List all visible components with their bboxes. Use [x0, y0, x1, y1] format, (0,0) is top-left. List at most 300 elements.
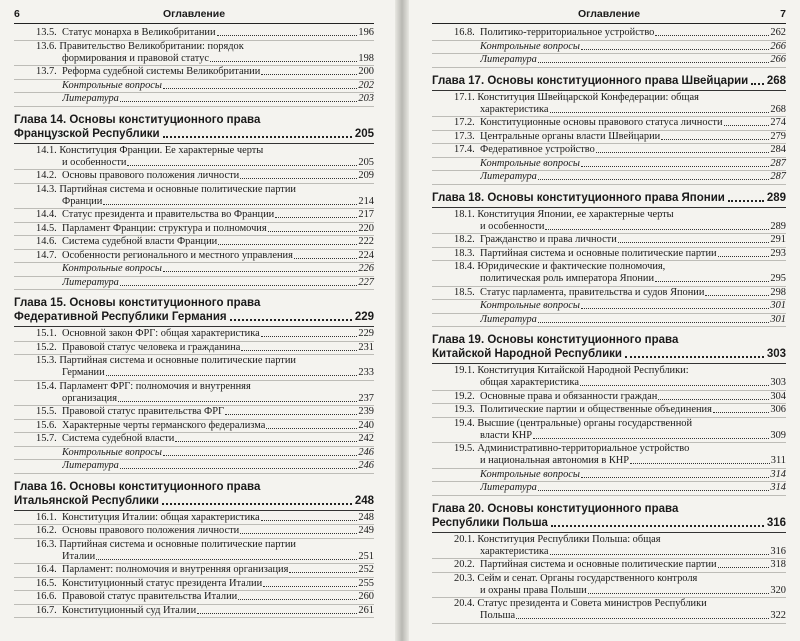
- page-ref: 255: [358, 577, 374, 589]
- toc-item: [14, 605, 374, 619]
- dot-leader: [625, 356, 764, 358]
- toc-item-line: [36, 145, 374, 157]
- section-title: Реформа судебной системы Великобритании: [62, 66, 261, 77]
- dot-leader: [106, 375, 358, 376]
- page-ref: 318: [770, 559, 786, 570]
- toc-item: [14, 578, 374, 592]
- toc-item: [432, 534, 786, 560]
- chapter-section-list: [432, 365, 786, 496]
- dot-leader: [538, 62, 770, 63]
- dot-leader: [218, 244, 357, 245]
- section-number: 16.5.: [36, 577, 57, 589]
- dot-leader: [550, 554, 770, 555]
- toc-item-text: [62, 27, 358, 39]
- dot-leader: [581, 49, 769, 50]
- toc-item: [14, 564, 374, 578]
- dot-leader: [261, 520, 358, 521]
- section-number: 15.1.: [36, 328, 57, 339]
- toc-item-line: [454, 209, 786, 221]
- section-number: 13.6.: [36, 40, 57, 52]
- page-ref: 217: [358, 209, 374, 220]
- header-title: Оглавление: [577, 8, 641, 20]
- toc-item: [432, 418, 786, 444]
- section-title-line: власти КНР: [480, 429, 533, 441]
- toc-item: [14, 170, 374, 184]
- page-ref: 224: [358, 249, 374, 261]
- dot-leader: [713, 412, 770, 413]
- toc-item: [14, 328, 374, 342]
- chapter-page: 316: [766, 516, 786, 529]
- page-ref: 316: [770, 545, 786, 557]
- section-title: Конституционный суд Италии: [62, 604, 197, 616]
- chapter-title-line: [432, 347, 786, 361]
- dot-leader: [551, 525, 764, 527]
- page-ref: 205: [358, 156, 374, 168]
- toc-item: [432, 365, 786, 391]
- toc-item-text: [480, 41, 770, 53]
- toc-item-line: [454, 221, 786, 233]
- section-title: Литература: [480, 482, 537, 493]
- page-ref: 229: [358, 328, 374, 339]
- dot-leader: [718, 256, 770, 257]
- page-ref: 252: [358, 564, 374, 575]
- toc-item-text: [480, 171, 770, 183]
- top-section-list: [14, 27, 374, 107]
- section-title-line: Сейм и сенат. Органы государственного контроля: [477, 572, 698, 584]
- dot-leader: [118, 401, 357, 402]
- dot-leader: [96, 559, 357, 560]
- dot-leader: [581, 308, 769, 309]
- page-number: 6: [14, 8, 20, 20]
- right-page: [432, 0, 786, 641]
- section-number: 13.7.: [36, 66, 57, 77]
- dot-leader: [661, 139, 769, 140]
- toc-item: [432, 598, 786, 624]
- section-title-line: Конституция Японии, ее характерные черты: [477, 208, 674, 220]
- page-ref: 311: [770, 455, 786, 466]
- dot-leader: [724, 125, 770, 126]
- running-header: [14, 6, 374, 24]
- section-number: 14.4.: [36, 209, 57, 220]
- dot-leader: [751, 83, 764, 85]
- section-number: 19.2.: [454, 390, 475, 402]
- toc-item: [432, 261, 786, 287]
- chapter-title: Глава 20. Основы конституционного права: [432, 502, 679, 515]
- page-ref: 222: [358, 236, 374, 247]
- section-title: Парламент: полномочия и внутренняя организация: [62, 564, 289, 575]
- dot-leader: [120, 101, 358, 102]
- section-number: 16.6.: [36, 591, 57, 602]
- page-ref: 279: [770, 130, 786, 142]
- section-title-line: Правительство Великобритании: порядок: [59, 40, 244, 52]
- page-ref: 240: [358, 419, 374, 431]
- toc-item-text: [62, 342, 358, 354]
- dot-leader: [630, 463, 770, 464]
- page-ref: 287: [770, 157, 786, 169]
- toc-item-line: [454, 534, 786, 546]
- section-number: 16.3.: [36, 538, 57, 550]
- toc-item: [14, 591, 374, 605]
- toc-item-text: [62, 433, 358, 445]
- chapter-page: 229: [354, 311, 374, 323]
- toc-item-text: [62, 66, 358, 78]
- section-title: Литература: [480, 171, 537, 182]
- toc-aux-item: [14, 263, 374, 277]
- chapter-section-list: [14, 145, 374, 291]
- dot-leader: [294, 258, 358, 259]
- toc-item: [14, 41, 374, 67]
- toc-item-line: [454, 365, 786, 377]
- section-title: Литература: [62, 276, 119, 288]
- dot-leader: [618, 242, 770, 243]
- page-ref: 306: [770, 404, 786, 415]
- toc-aux-item: [432, 482, 786, 496]
- toc-item-line: [454, 261, 786, 273]
- toc-item-line: [454, 377, 786, 389]
- section-number: 16.8.: [454, 27, 475, 38]
- dot-leader: [225, 414, 357, 415]
- section-title-line: характеристика: [480, 103, 549, 115]
- chapter-title: Итальянской Республики: [14, 494, 159, 507]
- toc-item-line: [454, 92, 786, 104]
- toc-item-text: [62, 512, 358, 524]
- toc-item: [14, 209, 374, 223]
- section-title-line: характеристика: [480, 545, 549, 557]
- running-header: [432, 6, 786, 24]
- section-title-line: организация: [62, 392, 118, 404]
- toc-item-line: [36, 184, 374, 196]
- toc-item: [14, 184, 374, 210]
- dot-leader: [266, 428, 357, 429]
- toc-aux-item: [14, 447, 374, 461]
- section-title-line: Франции: [62, 195, 103, 207]
- toc-aux-item: [432, 469, 786, 483]
- toc-item: [432, 117, 786, 131]
- section-title: Система судебной власти Франции: [62, 236, 218, 247]
- page-ref: 196: [358, 27, 374, 38]
- page-ref: 289: [770, 220, 786, 232]
- dot-leader: [581, 477, 769, 478]
- page-ref: 301: [770, 300, 786, 311]
- toc-item: [432, 131, 786, 145]
- toc-item-line: [36, 393, 374, 405]
- section-number: 18.1.: [454, 208, 475, 220]
- top-section-list: [432, 27, 786, 68]
- section-number: 15.7.: [36, 433, 57, 444]
- page-ref: 303: [770, 377, 786, 388]
- section-number: 20.1.: [454, 533, 475, 545]
- section-title-line: Парламент ФРГ: полномочия и внутренняя: [59, 380, 251, 392]
- chapter-section-list: [432, 534, 786, 624]
- page-ref: 249: [358, 525, 374, 536]
- toc-item: [14, 512, 374, 526]
- section-title: Контрольные вопросы: [62, 79, 162, 91]
- section-number: 13.5.: [36, 27, 57, 38]
- page-ref: 248: [358, 511, 374, 523]
- page-ref: 203: [358, 93, 374, 104]
- section-title: Основы правового положения личности: [62, 525, 240, 536]
- dot-leader: [163, 455, 357, 456]
- chapter-title-line: [14, 494, 374, 508]
- dot-leader: [268, 231, 358, 232]
- page-ref: 251: [358, 550, 374, 562]
- section-title-line: Италии: [62, 550, 96, 562]
- chapter-heading: [14, 480, 374, 511]
- page-ref: 314: [770, 482, 786, 493]
- toc-item-text: [480, 248, 770, 260]
- page-ref: 266: [770, 54, 786, 65]
- section-title-line: Конституция Китайской Народной Республики:: [477, 365, 689, 376]
- toc-item-text: [62, 406, 358, 418]
- page-ref: 209: [358, 170, 374, 181]
- section-title: Особенности регионального и местного управления: [62, 249, 293, 261]
- section-title: Конституционный статус президента Италии: [62, 577, 263, 589]
- page-ref: 239: [358, 406, 374, 417]
- toc-item-line: [36, 157, 374, 169]
- dot-leader: [596, 152, 770, 153]
- toc-item-text: [480, 559, 770, 571]
- dot-leader: [210, 61, 357, 62]
- section-title: Контрольные вопросы: [480, 300, 580, 311]
- toc-item-text: [480, 144, 770, 156]
- page-ref: 293: [770, 247, 786, 259]
- section-number: 19.5.: [454, 443, 475, 454]
- toc-item-text: [480, 404, 770, 416]
- toc-aux-item: [432, 171, 786, 185]
- toc-item-text: [62, 263, 358, 275]
- section-title: Статус монарха в Великобритании: [62, 27, 216, 38]
- chapter-section-list: [14, 512, 374, 619]
- toc-list: [14, 27, 374, 618]
- section-title: Политико-территориальное устройство: [480, 27, 655, 38]
- section-title: Статус парламента, правительства и судов Японии: [480, 286, 705, 298]
- section-title: Литература: [480, 54, 537, 65]
- section-number: 15.3.: [36, 355, 57, 366]
- chapter-page: 289: [766, 191, 786, 204]
- toc-item-text: [62, 170, 358, 182]
- toc-item-text: [480, 482, 770, 494]
- toc-item-text: [480, 117, 770, 129]
- dot-leader: [538, 179, 770, 180]
- toc-item: [14, 406, 374, 420]
- section-title: Основные права и обязанности граждан: [480, 390, 658, 402]
- section-title-line: Польша: [480, 610, 516, 621]
- dot-leader: [538, 490, 770, 491]
- toc-item-line: [36, 367, 374, 379]
- page-ref: 274: [770, 117, 786, 128]
- section-number: 19.3.: [454, 404, 475, 415]
- section-number: 16.4.: [36, 564, 57, 575]
- chapter-section-list: [432, 209, 786, 328]
- toc-item-text: [62, 236, 358, 248]
- dot-leader: [658, 399, 769, 400]
- toc-item-line: [36, 551, 374, 563]
- dot-leader: [103, 204, 357, 205]
- section-number: 14.1.: [36, 144, 57, 156]
- chapter-page: 248: [354, 494, 374, 507]
- toc-item-text: [62, 578, 358, 590]
- section-number: 14.5.: [36, 222, 57, 234]
- page-number: 7: [780, 8, 786, 20]
- dot-leader: [538, 322, 770, 323]
- section-title-line: Партийная система и основные политические партии: [59, 355, 296, 366]
- toc-item-line: [454, 443, 786, 455]
- section-number: 17.4.: [454, 144, 475, 155]
- section-number: 14.2.: [36, 170, 57, 181]
- section-number: 16.7.: [36, 604, 57, 616]
- section-title: Основы правового положения личности: [62, 170, 240, 181]
- section-title-line: Административно-территориальное устройство: [477, 443, 690, 454]
- section-number: 20.3.: [454, 572, 475, 584]
- page-ref: 231: [358, 341, 374, 353]
- toc-list: [432, 27, 786, 624]
- page-ref: 246: [358, 446, 374, 458]
- toc-item: [432, 209, 786, 235]
- dot-leader: [705, 295, 769, 296]
- chapter-heading: [14, 113, 374, 144]
- toc-item-text: [480, 27, 770, 39]
- toc-item: [432, 404, 786, 418]
- page-ref: 320: [770, 584, 786, 596]
- section-number: 18.3.: [454, 247, 475, 259]
- dot-leader: [533, 438, 769, 439]
- page-ref: 246: [358, 460, 374, 471]
- toc-aux-item: [14, 460, 374, 474]
- chapter-title: Федеративной Республики Германия: [14, 311, 227, 323]
- page-ref: 242: [358, 433, 374, 444]
- dot-leader: [127, 165, 357, 166]
- toc-item-text: [62, 591, 358, 603]
- page-ref: 322: [770, 610, 786, 621]
- toc-aux-item: [432, 300, 786, 314]
- dot-leader: [163, 136, 352, 138]
- page-ref: 268: [770, 103, 786, 115]
- section-title-line: и особенности: [480, 220, 545, 232]
- section-title-line: Германии: [62, 367, 105, 378]
- section-title: Федеративное устройство: [480, 144, 595, 155]
- section-title: Контрольные вопросы: [62, 446, 162, 458]
- toc-item-text: [480, 287, 770, 299]
- section-number: 18.2.: [454, 234, 475, 245]
- section-number: 15.2.: [36, 341, 57, 353]
- toc-item-text: [480, 469, 770, 481]
- toc-item-text: [62, 250, 358, 262]
- section-title: Контрольные вопросы: [480, 468, 580, 480]
- toc-aux-item: [14, 277, 374, 291]
- chapter-heading: [14, 296, 374, 327]
- toc-item-text: [62, 460, 358, 472]
- toc-item-text: [62, 328, 358, 340]
- toc-aux-item: [432, 54, 786, 68]
- page-ref: 298: [770, 286, 786, 298]
- toc-item: [432, 234, 786, 248]
- chapter-title-line: [14, 310, 374, 324]
- dot-leader: [120, 468, 358, 469]
- section-number: 19.4.: [454, 417, 475, 429]
- page-ref: 220: [358, 222, 374, 234]
- toc-item: [14, 342, 374, 356]
- dot-leader: [261, 336, 358, 337]
- page-ref: 301: [770, 313, 786, 325]
- section-number: 16.2.: [36, 525, 57, 536]
- section-title: Гражданство и права личности: [480, 234, 617, 245]
- toc-item-text: [62, 93, 358, 105]
- section-title-line: Юридические и фактические полномочия,: [477, 261, 666, 272]
- toc-item-line: [454, 430, 786, 442]
- toc-item-line: [454, 598, 786, 610]
- dot-leader: [545, 229, 769, 230]
- section-title: Партийная система и основные политические партии: [480, 247, 717, 259]
- dot-leader: [263, 586, 357, 587]
- toc-item: [14, 433, 374, 447]
- section-title: Конституция Италии: общая характеристика: [62, 511, 260, 523]
- toc-item: [14, 145, 374, 171]
- chapter-page: 205: [354, 127, 374, 140]
- section-title-line: политическая роль императора Японии: [480, 273, 655, 284]
- toc-item-text: [480, 300, 770, 312]
- dot-leader: [655, 281, 769, 282]
- toc-item-line: [454, 610, 786, 622]
- dot-leader: [728, 200, 764, 202]
- section-title: Характерные черты германского федерализма: [62, 419, 266, 431]
- toc-item-text: [62, 420, 358, 432]
- section-title: Центральные органы власти Швейцарии: [480, 130, 661, 142]
- page-ref: 233: [358, 367, 374, 378]
- section-title: Литература: [62, 93, 119, 104]
- toc-item-line: [36, 539, 374, 551]
- chapter-heading: [432, 191, 786, 208]
- page-ref: 304: [770, 390, 786, 402]
- chapter-title-line: [14, 127, 374, 141]
- toc-item: [432, 287, 786, 301]
- section-number: 20.4.: [454, 598, 475, 609]
- toc-item: [14, 236, 374, 250]
- toc-item-line: [454, 573, 786, 585]
- section-title-line: Конституция Франции. Ее характерные черты: [59, 144, 264, 156]
- dot-leader: [240, 178, 357, 179]
- toc-item: [14, 27, 374, 41]
- toc-item: [432, 27, 786, 41]
- section-number: 15.6.: [36, 419, 57, 431]
- section-title: Литература: [62, 460, 119, 471]
- page-ref: 214: [358, 195, 374, 207]
- left-page: [14, 0, 374, 641]
- dot-leader: [197, 613, 357, 614]
- chapter-page: 303: [766, 348, 786, 360]
- dot-leader: [718, 567, 770, 568]
- page-ref: 227: [358, 276, 374, 288]
- toc-item: [14, 539, 374, 565]
- chapter-title: Глава 15. Основы конституционного права: [14, 297, 261, 309]
- toc-item-text: [62, 223, 358, 235]
- toc-item-line: [454, 104, 786, 116]
- page-ref: 266: [770, 40, 786, 52]
- toc-aux-item: [432, 314, 786, 328]
- page-ref: 200: [358, 66, 374, 77]
- dot-leader: [580, 385, 769, 386]
- section-title-line: Партийная система и основные политические партии: [59, 538, 296, 550]
- toc-item-line: [454, 546, 786, 558]
- toc-item-line: [36, 53, 374, 65]
- dot-leader: [238, 599, 357, 600]
- toc-item: [432, 391, 786, 405]
- section-title-line: и национальная автономия в КНР: [480, 455, 630, 466]
- dot-leader: [588, 593, 770, 594]
- chapter-heading: [432, 74, 786, 91]
- dot-leader: [163, 88, 357, 89]
- toc-item: [14, 381, 374, 407]
- page-ref: 295: [770, 273, 786, 284]
